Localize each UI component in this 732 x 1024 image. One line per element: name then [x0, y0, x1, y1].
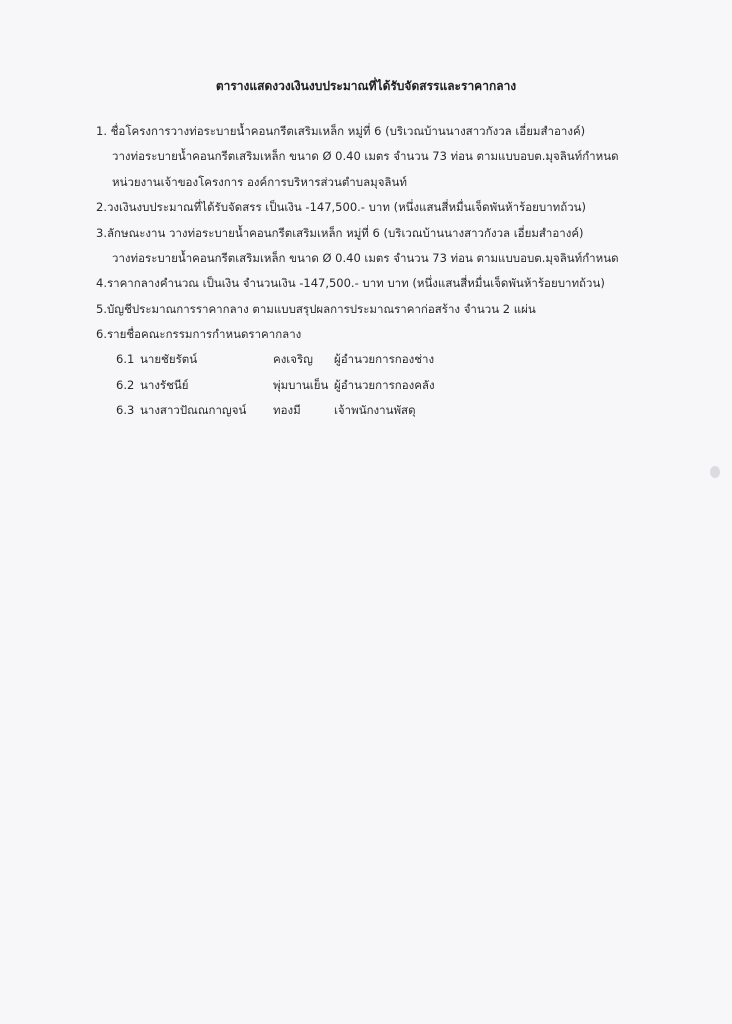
committee-last-name: พุ่มบานเย็น [273, 378, 329, 392]
item-5-line-1: 5.บัญชีประมาณการราคากลาง ตามแบบสรุปผลการประมาณราคาก่อสร้าง จำนวน 2 แผ่น [96, 302, 536, 316]
committee-last-name: ทองมี [273, 403, 301, 417]
item-1-line-2: วางท่อระบายน้ำคอนกรีตเสริมเหล็ก ขนาด Ø 0.40 เมตร จำนวน 73 ท่อน ตามแบบอบต.มุจลินท์กำหนด [112, 149, 619, 163]
item-1-line-1: 1. ชื่อโครงการวางท่อระบายน้ำคอนกรีตเสริมเหล็ก หมู่ที่ 6 (บริเวณบ้านนางสาวกังวล เอี่ยมสำอางค์) [96, 124, 586, 138]
item-1-line-3: หน่วยงานเจ้าของโครงการ องค์การบริหารส่วนตำบลมุจลินท์ [112, 175, 407, 189]
committee-position: เจ้าพนักงานพัสดุ [334, 403, 416, 417]
item-6-line-1: 6.รายชื่อคณะกรรมการกำหนดราคากลาง [96, 327, 302, 341]
item-2-line-1: 2.วงเงินงบประมาณที่ได้รับจัดสรร เป็นเงิน -147,500.- บาท (หนึ่งแสนสี่หมื่นเจ็ดพันห้าร้อยบาทถ้วน) [96, 200, 587, 214]
committee-number: 6.1 [116, 352, 135, 366]
committee-number: 6.3 [116, 403, 135, 417]
committee-first-name: นางรัชนีย์ [140, 378, 189, 392]
document-title: ตารางแสดงวงเงินงบประมาณที่ได้รับจัดสรรและราคากลาง [215, 79, 517, 93]
committee-last-name: คงเจริญ [273, 352, 313, 366]
paper-smudge [710, 466, 720, 478]
item-3-line-1: 3.ลักษณะงาน วางท่อระบายน้ำคอนกรีตเสริมเหล็ก หมู่ที่ 6 (บริเวณบ้านนางสาวกังวล เอี่ยมสำอางค์) [96, 226, 584, 240]
committee-first-name: นางสาวปัณณกาญจน์ [140, 403, 247, 417]
committee-position: ผู้อำนวยการกองคลัง [334, 378, 435, 392]
committee-position: ผู้อำนวยการกองช่าง [334, 352, 435, 366]
item-4-line-1: 4.ราคากลางคำนวณ เป็นเงิน จำนวนเงิน -147,500.- บาท บาท (หนึ่งแสนสี่หมื่นเจ็ดพันห้าร้อยบาทถ้วน) [96, 276, 605, 290]
committee-number: 6.2 [116, 378, 135, 392]
item-3-line-2: วางท่อระบายน้ำคอนกรีตเสริมเหล็ก ขนาด Ø 0.40 เมตร จำนวน 73 ท่อน ตามแบบอบต.มุจลินท์กำหนด [112, 251, 619, 265]
committee-first-name: นายชัยรัตน์ [140, 352, 198, 366]
